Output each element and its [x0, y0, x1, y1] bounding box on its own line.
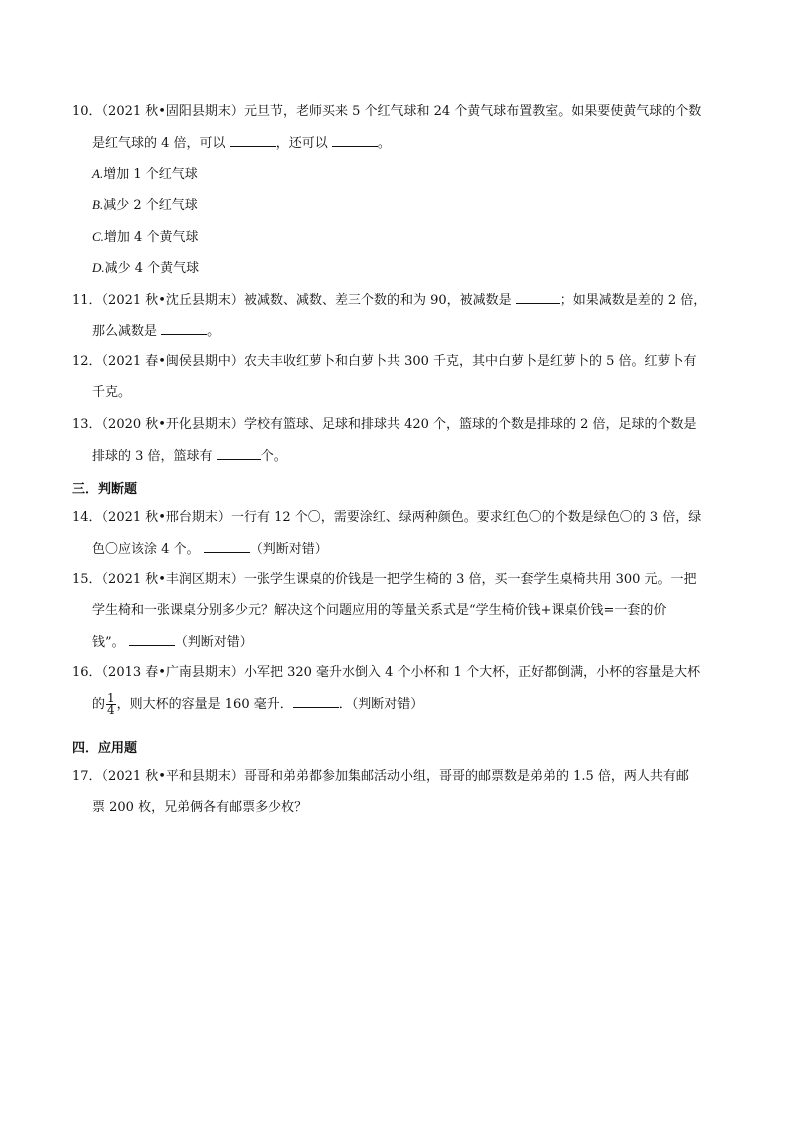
q12-text-1: 农夫丰收红萝卜和白萝卜共 300 千克，其中白萝卜是红萝卜的 5 倍。红萝卜有: [243, 354, 697, 369]
q10-number: 10．: [72, 104, 102, 119]
section-heading-judge: 三．判断题: [72, 482, 138, 497]
q10-answer-blank-1[interactable]: [230, 134, 276, 147]
q10-answer-blank-2[interactable]: [332, 134, 378, 147]
q14-text-1: 一行有 12 个〇，需要涂红、绿两种颜色。要求红色〇的个数是绿色〇的 3 倍，绿: [230, 510, 702, 525]
q17-text-2: 票 200 枚，兄弟俩各有邮票多少枚？: [92, 800, 308, 815]
q10-text-2b: ，还可以: [275, 136, 328, 151]
q15-line-2: [92, 602, 666, 620]
q17-source: （2021 秋•平和县期末）: [101, 769, 244, 784]
q15-number: 15．: [72, 572, 102, 587]
q10-text-2a: 是红气球的 4 倍，可以: [92, 136, 226, 151]
q17-number: 17．: [72, 769, 102, 784]
q11-text-2b: 。: [207, 324, 221, 339]
option-letter: C.: [92, 229, 104, 244]
q13-source: （2020 秋•开化县期末）: [101, 417, 244, 432]
q11-answer-blank-2[interactable]: [161, 322, 207, 335]
q12-line-2: [92, 384, 131, 402]
q10-line-1: [72, 103, 701, 121]
option-letter: A.: [92, 166, 104, 181]
q13-answer-blank[interactable]: [217, 447, 261, 460]
q16-line-1: [72, 664, 700, 682]
q15-text-3a: 钱”。: [92, 635, 125, 650]
q10-option-a[interactable]: [92, 165, 198, 184]
fraction-one-quarter: [106, 693, 116, 716]
q10-option-c[interactable]: [92, 228, 198, 247]
q15-source: （2021 秋•丰润区期末）: [101, 572, 244, 587]
q11-text-2a: 那么减数是: [92, 324, 158, 339]
q16-text-2b: ，则大杯的容量是 160 毫升．: [116, 697, 293, 712]
q13-line-1: [72, 416, 697, 434]
fraction-denominator: 4: [107, 703, 115, 717]
q17-text-1: 哥哥和弟弟都参加集邮活动小组，哥哥的邮票数是弟弟的 1.5 倍，两人共有邮: [243, 769, 689, 784]
q15-line-1: [72, 571, 697, 589]
q14-line-1: [72, 509, 701, 527]
option-text: 减少 2 个红气球: [103, 198, 198, 213]
q14-text-2a: 色〇应该涂 4 个。: [92, 542, 200, 557]
q16-answer-blank[interactable]: [293, 695, 339, 708]
q10-text-2c: 。: [377, 136, 391, 151]
q11-answer-blank-1[interactable]: [516, 291, 560, 304]
q17-line-2: [92, 799, 307, 817]
q16-line-2: [92, 692, 423, 718]
q13-text-2a: 排球的 3 倍，篮球有: [92, 449, 213, 464]
q14-text-2b: （判断对错）: [249, 542, 328, 557]
q10-text: 元旦节，老师买来 5 个红气球和 24 个黄气球布置教室。如果要使黄气球的个数: [243, 104, 702, 119]
q11-line-1: [72, 291, 706, 310]
q17-line-1: [72, 768, 689, 786]
q11-number: 11．: [72, 293, 102, 308]
q15-text-3b: （判断对错）: [174, 635, 253, 650]
q10-line-2: [92, 134, 391, 153]
q12-number: 12．: [72, 354, 102, 369]
q15-text-2: 学生椅和一张课桌分别多少元？解决这个问题应用的等量关系式是“学生椅价钱+课桌价钱=一套的价: [92, 603, 667, 618]
q14-source: （2021 秋•邢台期末）: [101, 510, 231, 525]
section-heading-apply: 四．应用题: [72, 741, 138, 756]
option-letter: B.: [92, 197, 104, 212]
q15-text-1: 一张学生课桌的价钱是一把学生椅的 3 倍，买一套学生桌椅共用 300 元。一把: [243, 572, 697, 587]
q13-text-1: 学校有篮球、足球和排球共 420 个，篮球的个数是排球的 2 倍，足球的个数是: [243, 417, 697, 432]
q12-text-2: 千克。: [92, 385, 132, 400]
q14-answer-blank[interactable]: [204, 540, 250, 553]
q14-line-2: [92, 540, 328, 559]
q13-number: 13．: [72, 417, 102, 432]
q11-source: （2021 秋•沈丘县期末）: [101, 293, 244, 308]
q16-number: 16．: [72, 665, 102, 680]
q16-text-1: 小军把 320 毫升水倒入 4 个小杯和 1 个大杯，正好都倒满，小杯的容量是大杯: [243, 665, 701, 680]
q13-line-2: [92, 447, 287, 466]
q16-text-2c: ．（判断对错）: [338, 697, 424, 712]
q16-source: （2013 春•广南县期末）: [101, 665, 244, 680]
q16-text-2a: 的: [92, 697, 106, 712]
q12-source: （2021 春•闽侯县期中）: [101, 354, 244, 369]
q14-number: 14．: [72, 510, 102, 525]
q10-option-d[interactable]: [92, 259, 199, 278]
q11-line-2: [92, 322, 220, 341]
option-text: 增加 4 个黄气球: [103, 230, 199, 245]
q12-line-1: [72, 353, 697, 371]
q15-answer-blank[interactable]: [129, 633, 175, 646]
q13-text-2b: 个。: [260, 449, 287, 464]
q11-text-1b: ；如果减数是差的 2 倍，: [559, 293, 707, 308]
q11-text-1a: 被减数、减数、差三个数的和为 90，被减数是: [243, 293, 512, 308]
option-letter: D.: [92, 260, 105, 275]
q15-line-3: [92, 633, 253, 652]
q10-source: （2021 秋•固阳县期末）: [101, 104, 244, 119]
option-text: 增加 1 个红气球: [103, 167, 198, 182]
option-text: 减少 4 个黄气球: [104, 261, 200, 276]
q10-option-b[interactable]: [92, 196, 198, 215]
fraction-numerator: 1: [107, 691, 115, 705]
